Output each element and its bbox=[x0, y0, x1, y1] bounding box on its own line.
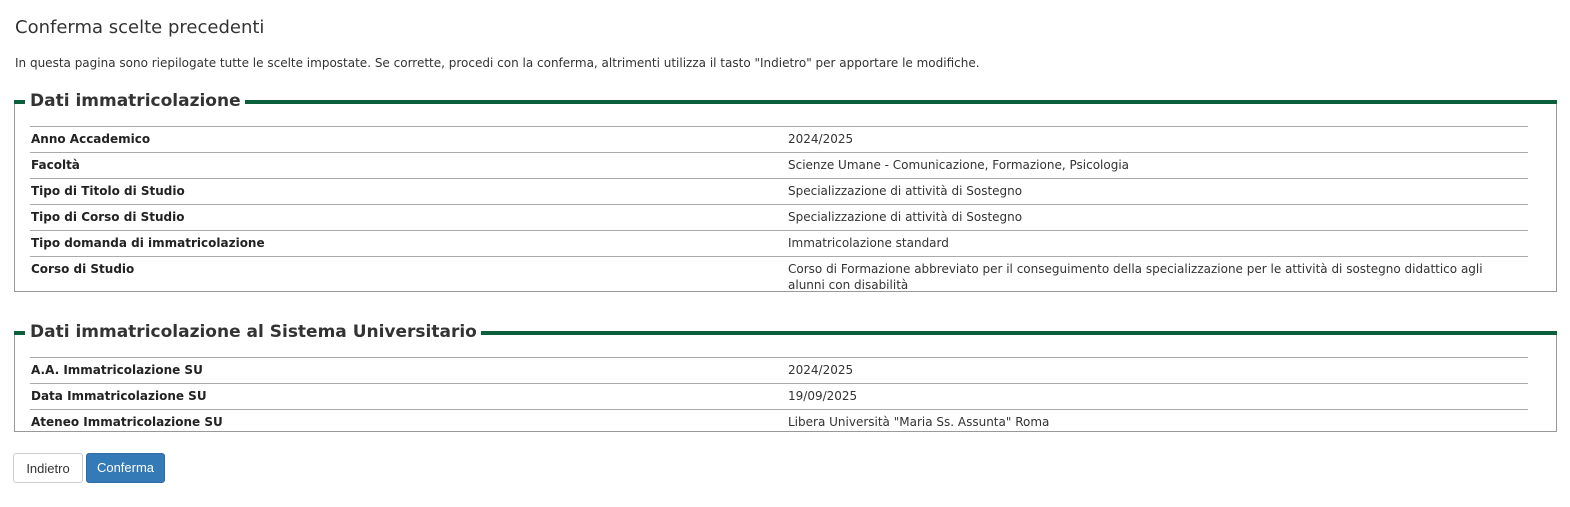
table-row bbox=[30, 231, 1528, 257]
table-row bbox=[30, 179, 1528, 205]
row-label-anno-accademico: Anno Accademico bbox=[30, 127, 787, 153]
table-row bbox=[30, 257, 1528, 299]
back-button[interactable]: Indietro bbox=[13, 453, 83, 483]
section-dati-immatricolazione bbox=[14, 91, 1557, 292]
row-label-tipo-titolo: Tipo di Titolo di Studio bbox=[30, 179, 787, 205]
section-legend: Dati immatricolazione al Sistema Universitario bbox=[25, 322, 481, 342]
row-label-aa-immatricolazione-su: A.A. Immatricolazione SU bbox=[30, 358, 787, 384]
row-value-facolta: Scienze Umane - Comunicazione, Formazione, Psicologia bbox=[787, 153, 1528, 179]
row-value-data-immatricolazione-su: 19/09/2025 bbox=[787, 384, 1528, 410]
row-label-tipo-domanda: Tipo domanda di immatricolazione bbox=[30, 231, 787, 257]
table-row bbox=[30, 358, 1528, 384]
section-sistema-universitario bbox=[14, 322, 1557, 432]
summary-table bbox=[30, 357, 1528, 435]
section-rule bbox=[14, 100, 1557, 104]
row-value-ateneo-immatricolazione-su: Libera Università "Maria Ss. Assunta" Roma bbox=[787, 410, 1528, 436]
page-intro: In questa pagina sono riepilogate tutte le scelte impostate. Se corrette, procedi con la conferma, altrimenti utilizza il tasto "Indietro" per apportare le modifiche. bbox=[15, 56, 980, 70]
row-value-tipo-domanda: Immatricolazione standard bbox=[787, 231, 1528, 257]
row-value-aa-immatricolazione-su: 2024/2025 bbox=[787, 358, 1528, 384]
row-label-corso-di-studio: Corso di Studio bbox=[30, 257, 787, 299]
page-title: Conferma scelte precedenti bbox=[15, 17, 265, 38]
row-label-tipo-corso: Tipo di Corso di Studio bbox=[30, 205, 787, 231]
row-label-facolta: Facoltà bbox=[30, 153, 787, 179]
row-value-corso-di-studio: Corso di Formazione abbreviato per il conseguimento della specializzazione per le attività di sostegno didattico agli alunni con disabilità bbox=[787, 257, 1528, 299]
table-row bbox=[30, 205, 1528, 231]
table-row bbox=[30, 153, 1528, 179]
section-legend: Dati immatricolazione bbox=[25, 91, 245, 111]
summary-table bbox=[30, 126, 1528, 298]
row-value-tipo-titolo: Specializzazione di attività di Sostegno bbox=[787, 179, 1528, 205]
row-value-tipo-corso: Specializzazione di attività di Sostegno bbox=[787, 205, 1528, 231]
row-value-anno-accademico: 2024/2025 bbox=[787, 127, 1528, 153]
row-label-ateneo-immatricolazione-su: Ateneo Immatricolazione SU bbox=[30, 410, 787, 436]
confirm-button[interactable]: Conferma bbox=[86, 453, 165, 483]
table-row bbox=[30, 410, 1528, 436]
row-label-data-immatricolazione-su: Data Immatricolazione SU bbox=[30, 384, 787, 410]
table-row bbox=[30, 127, 1528, 153]
table-row bbox=[30, 384, 1528, 410]
